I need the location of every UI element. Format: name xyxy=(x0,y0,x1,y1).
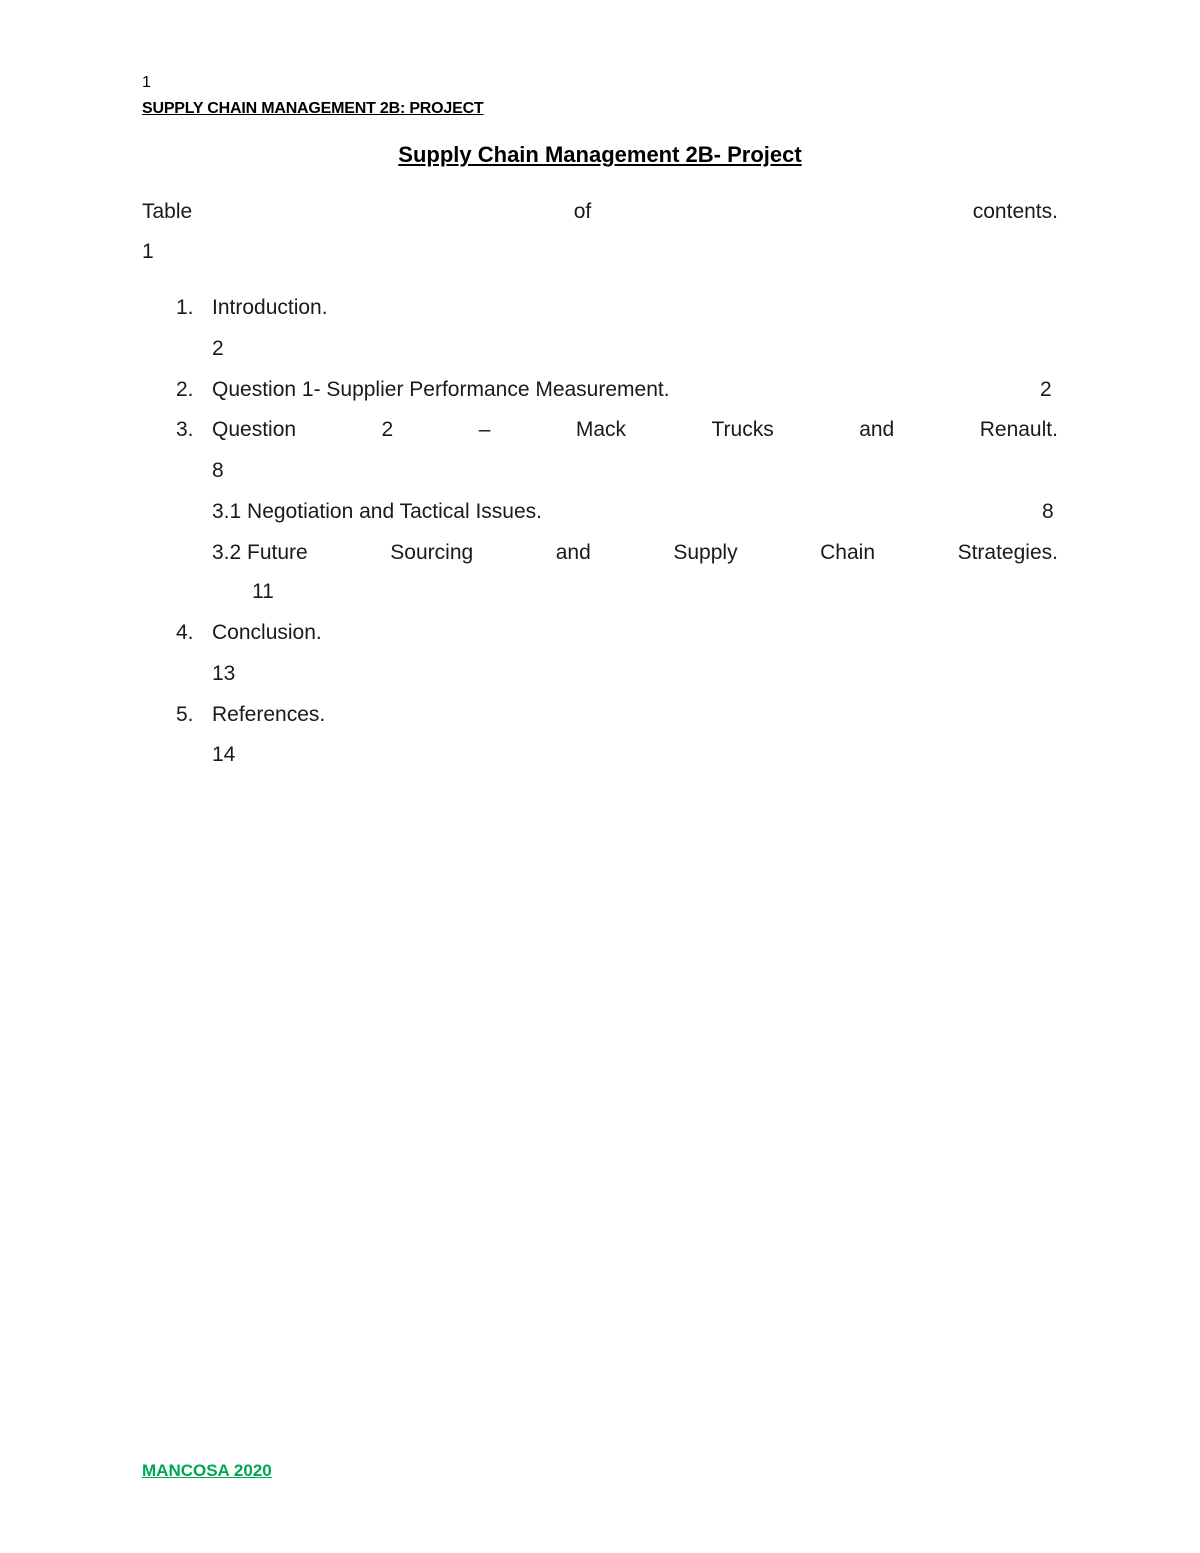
toc-item-page: 13 xyxy=(212,662,236,685)
toc-item-word: 3.2 Future xyxy=(212,541,308,564)
toc-item-word: and xyxy=(859,418,895,441)
toc-item-word: Chain xyxy=(820,541,876,564)
toc-item-question-1[interactable]: Question 1- Supplier Performance Measurement. xyxy=(212,378,670,401)
toc-item-page: 8 xyxy=(212,459,224,482)
document-title: Supply Chain Management 2B- Project xyxy=(398,142,802,167)
toc-item-number: 2. xyxy=(176,378,194,401)
toc-item-references[interactable]: References. xyxy=(212,703,326,726)
toc-item-page: 2 xyxy=(212,337,224,360)
toc-item-word: and xyxy=(555,541,591,564)
toc-heading xyxy=(142,200,1058,224)
toc-item-number: 3. xyxy=(176,418,194,441)
toc-item-word: Supply xyxy=(673,541,738,564)
toc-heading-word: Table xyxy=(142,200,193,223)
header-running-title: SUPPLY CHAIN MANAGEMENT 2B: PROJECT xyxy=(142,100,484,117)
toc-heading-page: 1 xyxy=(142,240,154,263)
toc-item-word: – xyxy=(478,418,491,441)
toc-item-page: 11 xyxy=(252,580,274,603)
toc-item-word: Mack xyxy=(575,418,627,441)
toc-item-word: Strategies. xyxy=(957,541,1058,564)
toc-item-number: 5. xyxy=(176,703,194,726)
toc-item-word: Question xyxy=(212,418,297,441)
toc-item-page: 8 xyxy=(1042,500,1054,523)
toc-item-3-2[interactable] xyxy=(212,541,1058,565)
toc-item-word: Renault. xyxy=(979,418,1058,441)
header-page-number: 1 xyxy=(142,74,151,91)
toc-item-question-2[interactable] xyxy=(212,418,1058,442)
toc-heading-word: of xyxy=(573,200,592,223)
toc-item-page: 14 xyxy=(212,743,236,766)
toc-item-word: Sourcing xyxy=(390,541,474,564)
toc-item-number: 4. xyxy=(176,621,194,644)
toc-item-number: 1. xyxy=(176,296,194,319)
toc-item-page: 2 xyxy=(1040,378,1052,401)
toc-item-conclusion[interactable]: Conclusion. xyxy=(212,621,322,644)
toc-item-introduction[interactable]: Introduction. xyxy=(212,296,328,319)
toc-item-word: 2 xyxy=(381,418,394,441)
toc-item-3-1[interactable]: 3.1 Negotiation and Tactical Issues. xyxy=(212,500,542,523)
footer-label: MANCOSA 2020 xyxy=(142,1461,272,1480)
toc-heading-word: contents. xyxy=(972,200,1058,223)
toc-item-word: Trucks xyxy=(711,418,774,441)
